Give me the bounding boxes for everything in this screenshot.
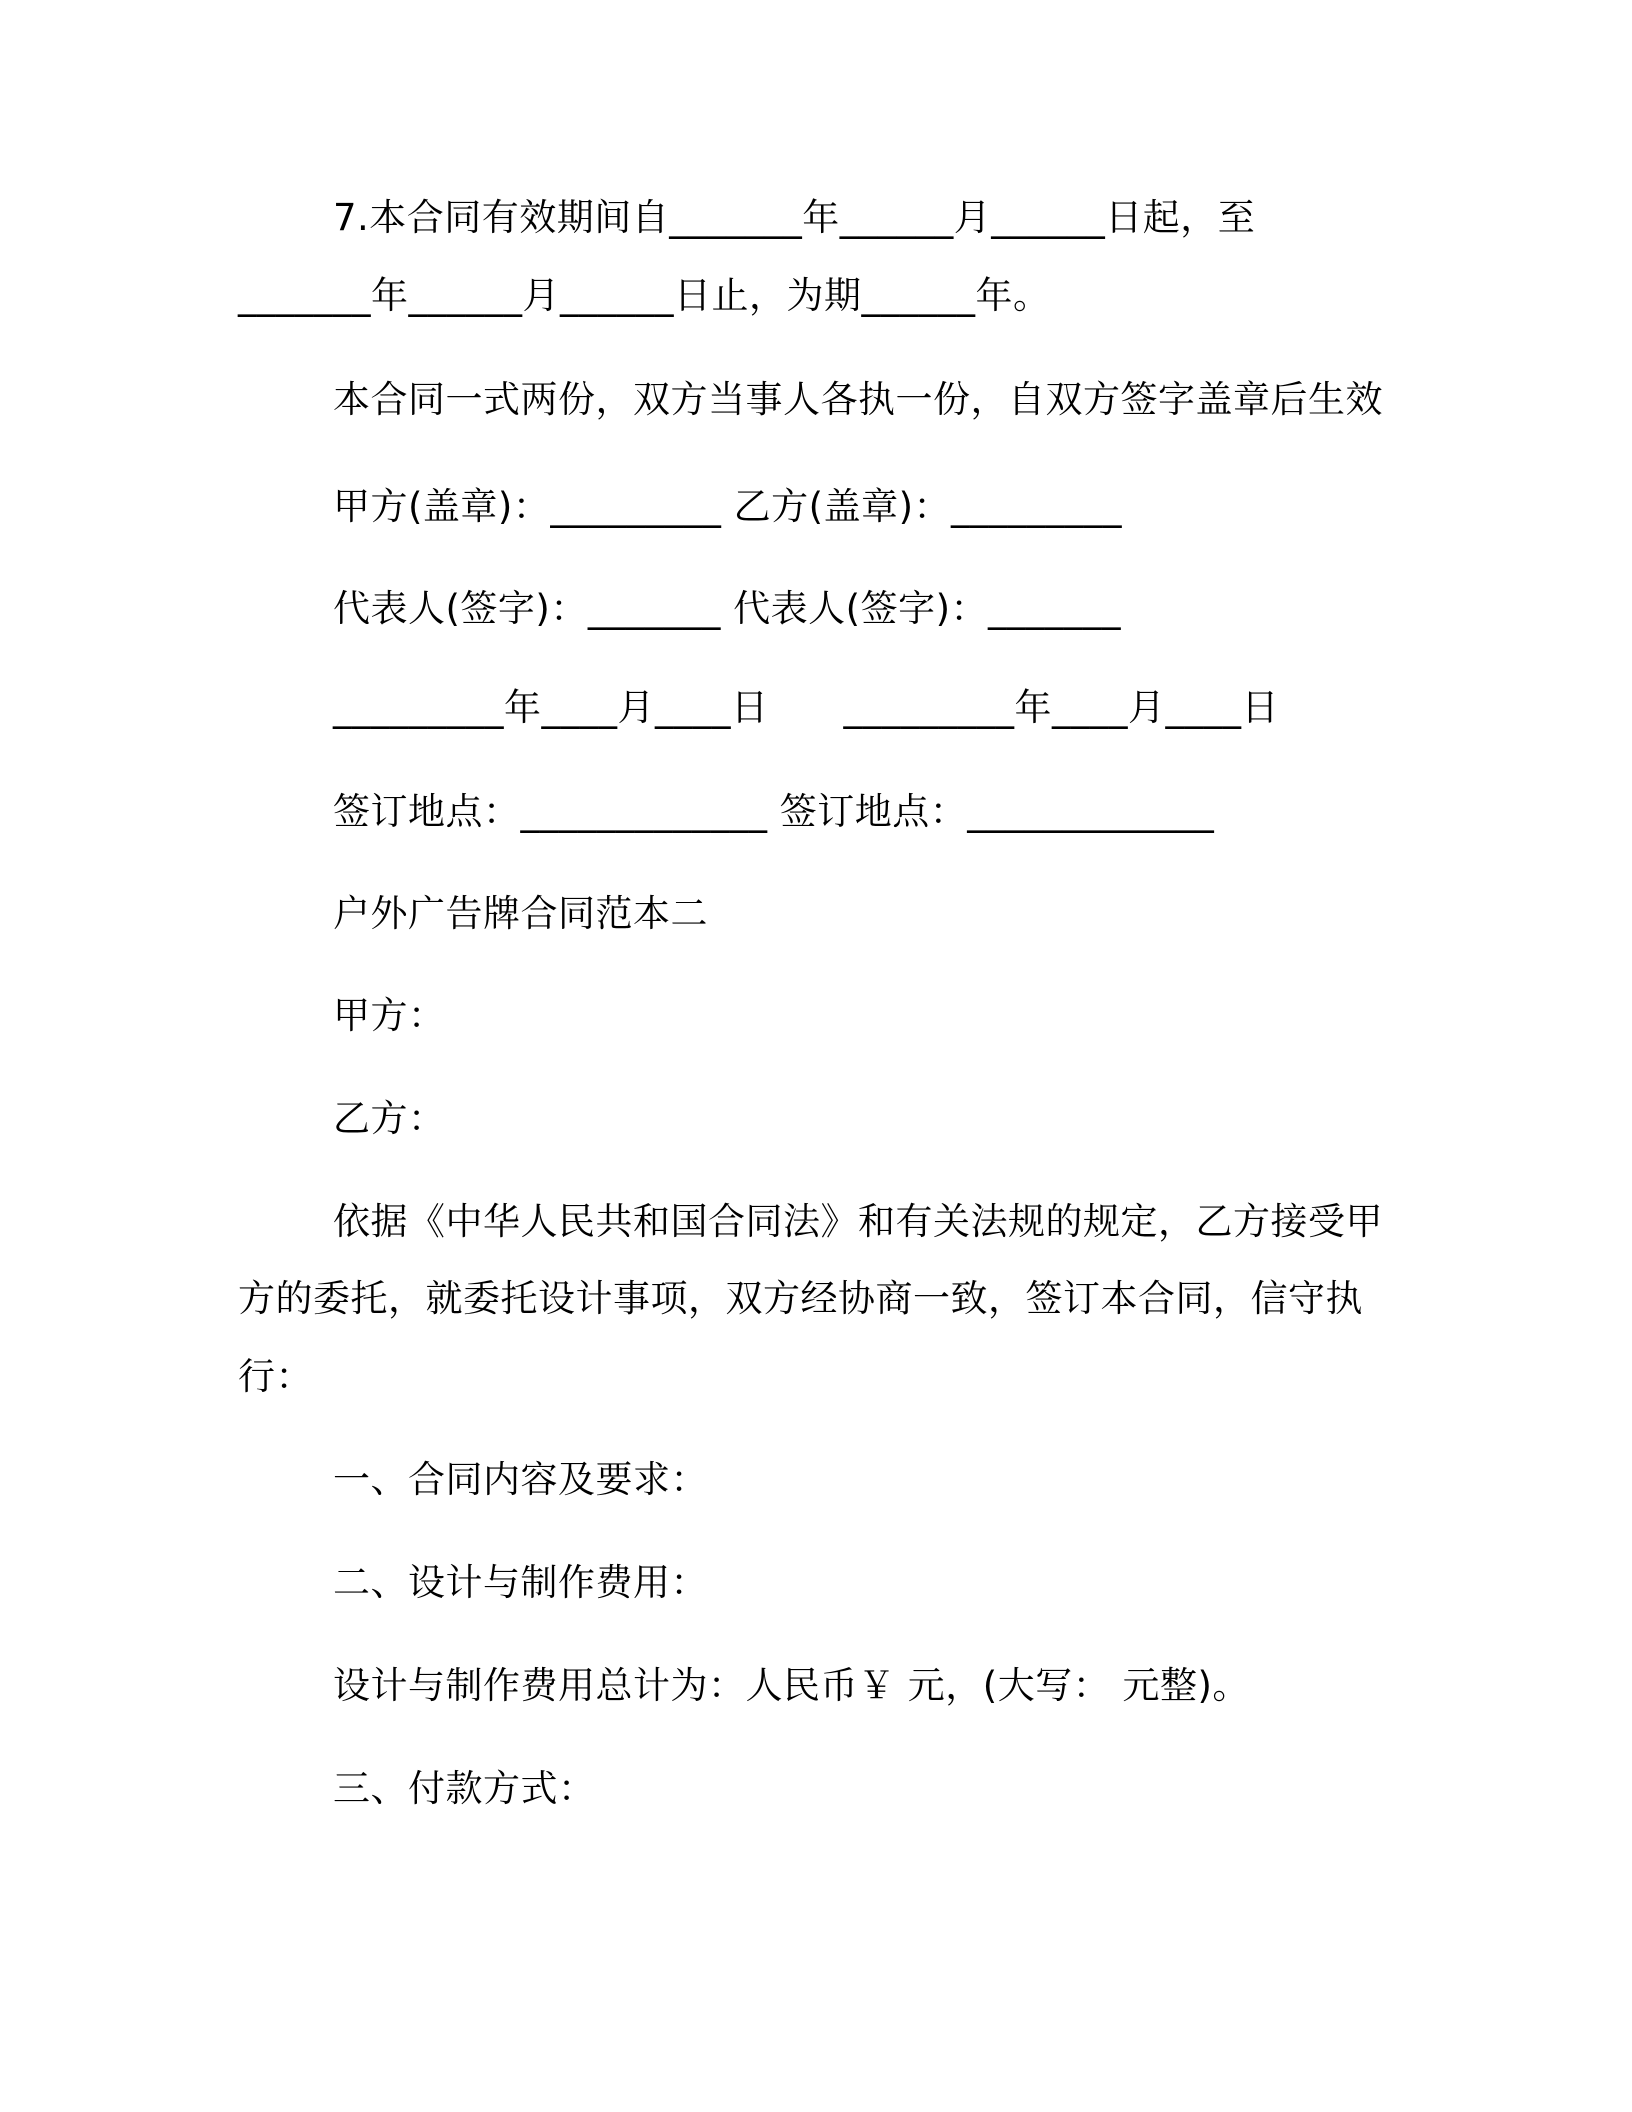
section-title: 户外广告牌合同范本二 bbox=[333, 892, 708, 935]
signing-date-line: _________年____月____日 _________年____月____日 bbox=[333, 686, 1279, 729]
copies-clause: 本合同一式两份，双方当事人各执一份，自双方签字盖章后生效 bbox=[333, 378, 1383, 421]
preamble-line-3: 行： bbox=[238, 1355, 313, 1398]
signing-place-line: 签订地点：_____________ 签订地点：_____________ bbox=[333, 790, 1215, 833]
section-2-heading: 二、设计与制作费用： bbox=[333, 1561, 708, 1604]
section-1-heading: 一、合同内容及要求： bbox=[333, 1458, 708, 1501]
clause-7-validity-start: 7.本合同有效期间自_______年______月______日起，至 bbox=[333, 196, 1256, 239]
preamble-line-2: 方的委托，就委托设计事项，双方经协商一致，签订本合同，信守执 bbox=[238, 1277, 1363, 1320]
total-fee-line: 设计与制作费用总计为：人民币￥ 元，(大写： 元整)。 bbox=[333, 1664, 1250, 1707]
clause-7-validity-end: _______年______月______日止，为期______年。 bbox=[238, 274, 1051, 317]
party-seal-line: 甲方(盖章)：_________ 乙方(盖章)：_________ bbox=[333, 485, 1123, 528]
party-a-label: 甲方： bbox=[333, 994, 446, 1037]
section-3-heading: 三、付款方式： bbox=[333, 1767, 596, 1810]
preamble-line-1: 依据《中华人民共和国合同法》和有关法规的规定，乙方接受甲 bbox=[333, 1200, 1383, 1243]
party-b-label: 乙方： bbox=[333, 1097, 446, 1140]
representative-signature-line: 代表人(签字)：_______ 代表人(签字)：_______ bbox=[333, 587, 1122, 630]
